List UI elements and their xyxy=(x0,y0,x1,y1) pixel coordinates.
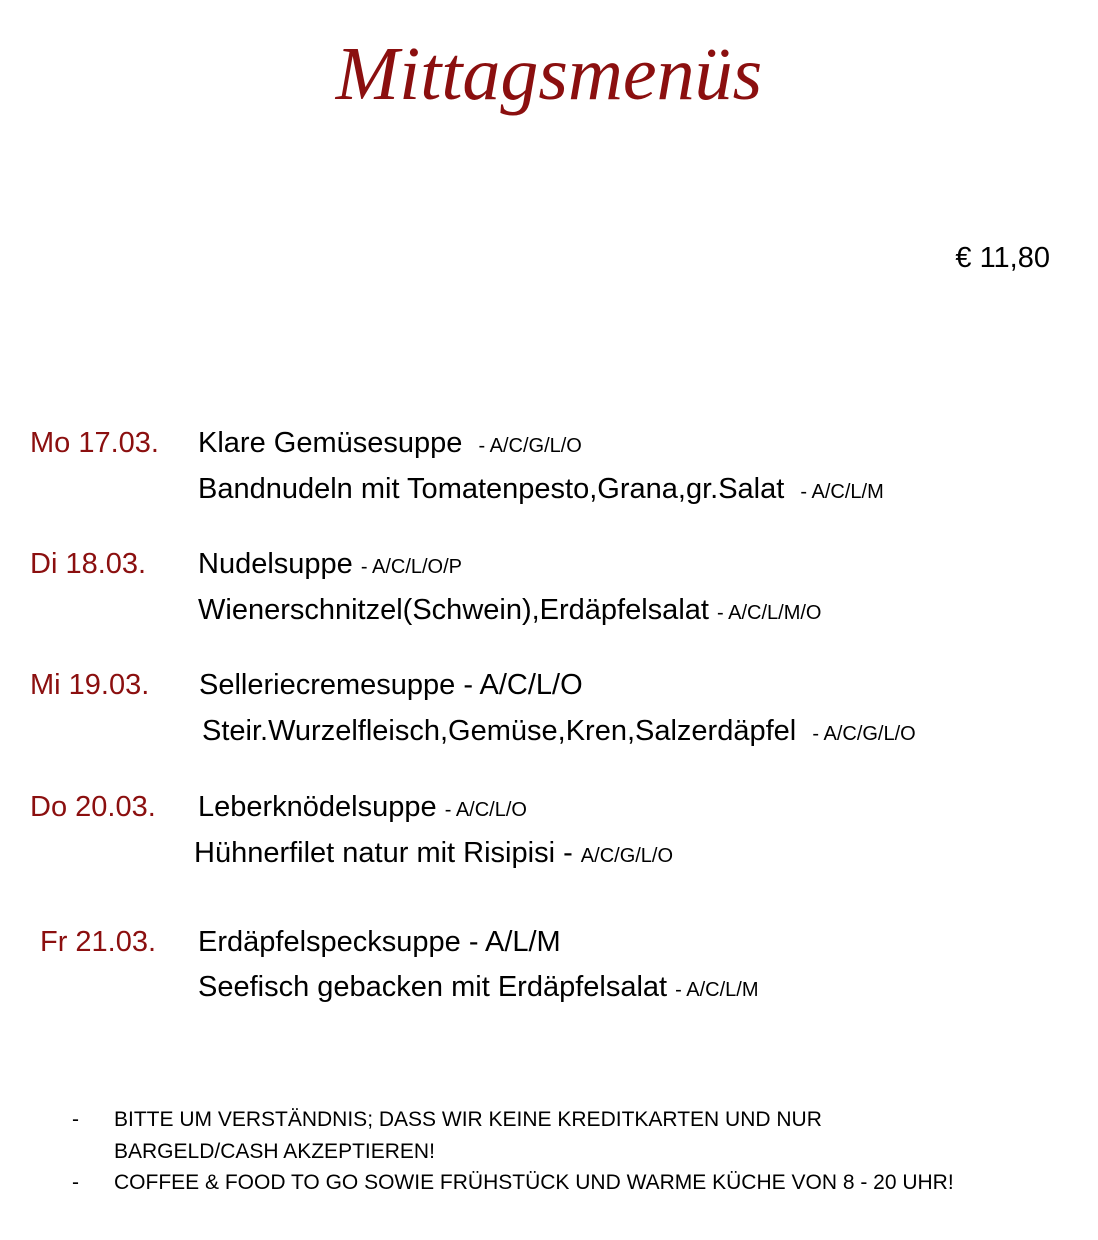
note-text: BARGELD/CASH AKZEPTIEREN! xyxy=(114,1140,435,1163)
bullet-dash: - xyxy=(72,1108,79,1131)
soup-name: Leberknödelsuppe xyxy=(198,791,437,823)
note-text: BITTE UM VERSTÄNDNIS; DASS WIR KEINE KREDITKARTEN UND NUR xyxy=(114,1108,822,1131)
main-dish-friday xyxy=(198,969,759,1008)
page-title: Mittagsmenüs xyxy=(335,32,763,116)
soup-allergens: - A/C/L/O/P xyxy=(360,556,463,578)
main-dish-tuesday xyxy=(198,592,821,631)
main-dish-allergens: - A/C/L/M/O xyxy=(717,602,822,624)
main-dish-allergens: A/C/G/L/O xyxy=(580,845,674,867)
day-label-tuesday: Di 18.03. xyxy=(30,548,147,580)
main-dish-name: Steir.Wurzelfleisch,Gemüse,Kren,Salzerdäpfel xyxy=(202,715,797,747)
soup-monday xyxy=(198,425,582,464)
soup-allergens: - A/C/L/O xyxy=(444,799,527,821)
soup-friday xyxy=(198,924,561,960)
soup-tuesday xyxy=(198,546,462,585)
soup-name: Selleriecremesuppe xyxy=(199,669,456,701)
soup-name: Klare Gemüsesuppe xyxy=(198,427,463,459)
menu-price: € 11,80 xyxy=(955,242,1050,274)
main-dish-allergens: - A/C/L/M xyxy=(675,979,759,1001)
soup-allergens: - A/C/L/O xyxy=(463,669,583,701)
main-dish-allergens: - A/C/L/M xyxy=(800,481,884,503)
day-label-monday: Mo 17.03. xyxy=(30,427,159,459)
main-dish-monday xyxy=(198,471,884,510)
note-text: COFFEE & FOOD TO GO SOWIE FRÜHSTÜCK UND WARME KÜCHE VON 8 - 20 UHR! xyxy=(114,1171,954,1194)
main-dish-wednesday xyxy=(202,713,916,752)
main-dish-thursday xyxy=(194,835,673,874)
day-label-wednesday: Mi 19.03. xyxy=(30,669,150,701)
soup-wednesday xyxy=(199,667,583,703)
main-dish-name: Seefisch gebacken mit Erdäpfelsalat xyxy=(198,971,668,1003)
main-dish-name: Bandnudeln mit Tomatenpesto,Grana,gr.Salat xyxy=(198,473,785,505)
soup-allergens: - A/C/G/L/O xyxy=(478,435,582,457)
main-dish-name: Hühnerfilet natur mit Risipisi - xyxy=(194,837,573,869)
soup-thursday xyxy=(198,789,527,828)
soup-name: Nudelsuppe xyxy=(198,548,353,580)
soup-allergens: - A/L/M xyxy=(468,926,561,958)
main-dish-name: Wienerschnitzel(Schwein),Erdäpfelsalat xyxy=(198,594,709,626)
soup-name: Erdäpfelspecksuppe xyxy=(198,926,461,958)
main-dish-allergens: - A/C/G/L/O xyxy=(812,723,916,745)
day-label-thursday: Do 20.03. xyxy=(30,791,156,823)
day-label-friday: Fr 21.03. xyxy=(40,926,157,958)
bullet-dash: - xyxy=(72,1171,79,1194)
